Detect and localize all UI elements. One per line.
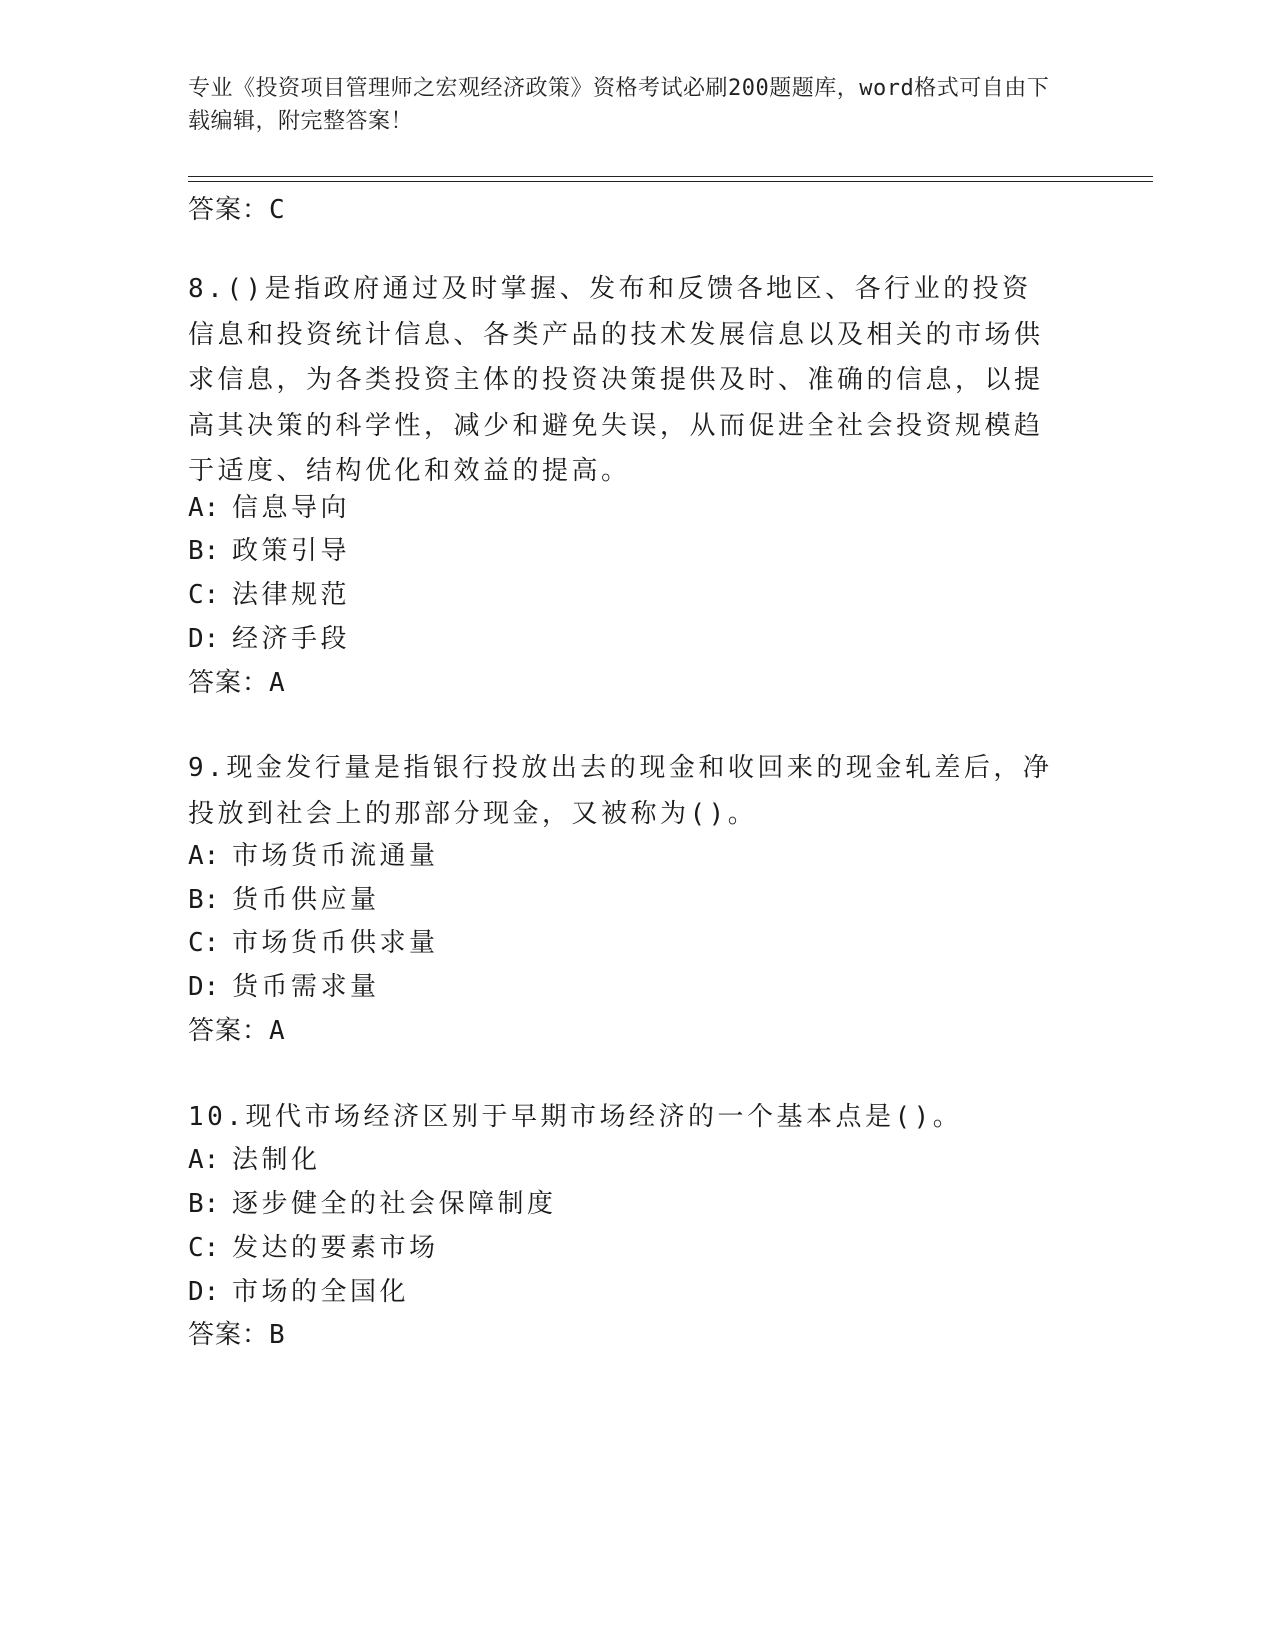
option-text: 信息导向 [232, 493, 351, 523]
question-8-answer [188, 663, 286, 703]
question-9-option-a [188, 836, 439, 876]
question-8 [188, 267, 1058, 495]
question-8-option-c [188, 575, 350, 615]
option-letter: A: [188, 1145, 220, 1175]
answer-label: 答案： [188, 668, 270, 698]
option-letter: D: [188, 972, 220, 1002]
option-text: 法制化 [232, 1145, 321, 1175]
question-10 [188, 1095, 1058, 1141]
option-text: 市场货币供求量 [232, 928, 439, 958]
option-text: 政策引导 [232, 536, 351, 566]
question-8-option-b [188, 531, 350, 571]
question-8-option-a [188, 488, 350, 528]
question-8-option-d [188, 619, 350, 659]
document-header: 专业《投资项目管理师之宏观经济政策》资格考试必刷200题题库，word格式可自由下载编辑，附完整答案！ [188, 76, 1050, 134]
question-9-option-c [188, 923, 439, 963]
option-letter: C: [188, 1233, 220, 1263]
question-number: 8. [188, 274, 227, 304]
answer-value: B [269, 1320, 286, 1350]
question-9-option-d [188, 967, 380, 1007]
question-10-answer [188, 1315, 286, 1355]
option-text: 经济手段 [232, 624, 351, 654]
question-9 [188, 746, 1058, 837]
question-number: 9. [188, 753, 227, 783]
option-letter: A: [188, 493, 220, 523]
answer-value: A [269, 668, 286, 698]
option-text: 货币需求量 [232, 972, 380, 1002]
answer-label: 答案： [188, 1016, 270, 1046]
previous-answer [188, 190, 286, 230]
question-10-option-c [188, 1228, 439, 1268]
option-text: 逐步健全的社会保障制度 [232, 1189, 557, 1219]
answer-label: 答案： [188, 1320, 270, 1350]
option-letter: B: [188, 885, 220, 915]
header-divider-bottom [188, 181, 1153, 182]
answer-label: 答案： [188, 195, 270, 225]
option-letter: B: [188, 536, 220, 566]
question-text: 现代市场经济区别于早期市场经济的一个基本点是()。 [245, 1102, 963, 1132]
question-text: ()是指政府通过及时掌握、发布和反馈各地区、各行业的投资信息和投资统计信息、各类产品的技术发展信息以及相关的市场供求信息，为各类投资主体的投资决策提供及时、准确的信息，以提高其决策的科学性，减少和避免失误，从而促进全社会投资规模趋于适度、结构优化和效益的提高。 [188, 274, 1044, 486]
answer-value: C [269, 195, 286, 225]
option-letter: D: [188, 624, 220, 654]
option-text: 市场货币流通量 [232, 841, 439, 871]
option-letter: D: [188, 1277, 220, 1307]
option-letter: C: [188, 580, 220, 610]
question-10-option-a [188, 1140, 321, 1180]
question-number: 10. [188, 1102, 246, 1132]
question-9-option-b [188, 880, 380, 920]
question-text: 现金发行量是指银行投放出去的现金和收回来的现金轧差后，净投放到社会上的那部分现金，又被称为()。 [188, 753, 1053, 829]
option-letter: C: [188, 928, 220, 958]
question-10-option-d [188, 1272, 409, 1312]
header-divider-top [188, 176, 1153, 177]
question-9-answer [188, 1011, 286, 1051]
question-10-option-b [188, 1184, 557, 1224]
option-text: 货币供应量 [232, 885, 380, 915]
option-text: 发达的要素市场 [232, 1233, 439, 1263]
option-letter: A: [188, 841, 220, 871]
answer-value: A [269, 1016, 286, 1046]
option-letter: B: [188, 1189, 220, 1219]
option-text: 市场的全国化 [232, 1277, 410, 1307]
option-text: 法律规范 [232, 580, 351, 610]
